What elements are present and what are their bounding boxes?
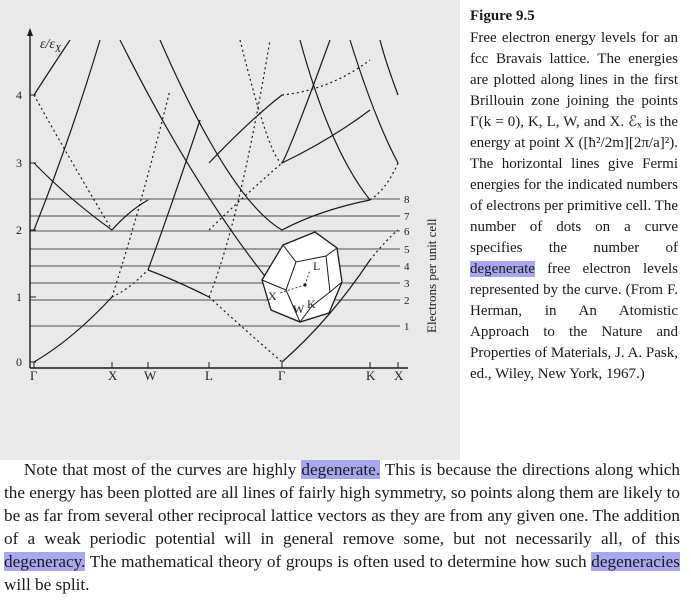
fermi-label: 6: [404, 226, 410, 238]
y-tick-labels: [16, 88, 36, 369]
band-curve: [34, 297, 112, 362]
right-axis-label: Electrons per unit cell: [424, 218, 439, 333]
fermi-label: 8: [404, 194, 410, 206]
y-axis-arrow: [27, 28, 33, 36]
x-tick-label: K: [366, 368, 376, 383]
band-curve: [240, 40, 282, 163]
band-curve: [112, 200, 148, 230]
bz-label-k: K: [307, 297, 316, 311]
band-curve: [209, 95, 282, 163]
band-curve: [34, 95, 112, 230]
x-tick-labels: [30, 362, 404, 383]
x-tick-label: X: [394, 368, 404, 383]
x-tick-label: X: [108, 368, 118, 383]
x-tick-label: W: [144, 368, 157, 383]
fermi-label: 4: [404, 261, 410, 273]
bz-label-l: L: [313, 259, 321, 273]
highlight-degenerate: degenerate.: [301, 460, 381, 479]
figure-caption: [470, 6, 678, 385]
bz-label-x: X: [268, 289, 277, 303]
band-curve: [282, 60, 370, 95]
fermi-label: 2: [404, 295, 410, 307]
brillouin-zone-sketch: [262, 232, 342, 322]
band-curve: [282, 40, 330, 163]
band-curve: [148, 270, 209, 297]
fermi-label: 3: [404, 278, 410, 290]
band-curve: [282, 200, 370, 230]
y-axis-label: $\varepsilon/\varepsilon_X$: [40, 37, 62, 55]
body-paragraph: Note that most of the curves are highly degenerate. This is because the directions along which the energy has been plotted are all lines of fairly high symmetry, so points along them are likely to be as far from several other reciprocal lattice vectors as they are from any given one. The addition of a weak periodic potential will in general remove some, but not necessarily all, of this degeneracy. The mathematical theory of groups is often used to determine how such degeneracies will be split.: [4, 460, 681, 594]
highlight-degeneracies: degeneracies: [591, 552, 680, 571]
y-tick-label: 4: [16, 88, 22, 102]
band-curve: [370, 230, 398, 260]
fermi-label: 1: [404, 321, 410, 333]
band-curve: [380, 40, 398, 95]
band-curve: [209, 40, 270, 297]
band-curve: [34, 40, 100, 230]
caption-highlight: degenerate: [470, 261, 535, 277]
band-curve: [148, 120, 200, 270]
y-tick-label: 3: [16, 156, 22, 170]
y-tick-label: 0: [16, 355, 22, 369]
x-tick-label: Γ: [30, 368, 38, 383]
band-curve: [300, 40, 370, 200]
band-curves: [34, 40, 398, 362]
y-tick-label: 2: [16, 223, 22, 237]
band-curve: [34, 163, 112, 230]
y-tick-label: 1: [16, 290, 22, 304]
band-curve: [370, 163, 398, 200]
bz-label-w: W: [293, 302, 305, 316]
caption-text: Free electron energy levels for an fcc Bravais lattice. The energies are plotted along lines in the first Brillouin zone joining the points Γ(k = 0), K, L, W, and X. ℰₓ is the energy at point X ([ħ²/2m][2π/a]²). The horizontal lines give Fermi energies for the indicated numbers of electrons per primitive cell. The number of dots on a curve specifies the number of degenerate free electron levels represented by the curve. (From F. Herman, in An Atomistic Approach to the Nature and Properties of Materials, J. A. Pask, ed., Wiley, New York, 1967.): [470, 30, 678, 382]
fermi-label: 5: [404, 244, 410, 256]
band-curve: [350, 40, 398, 163]
band-curve: [112, 270, 148, 297]
band-curve: [120, 40, 282, 297]
figure-label: Figure 9.5: [470, 8, 535, 24]
band-curve: [160, 40, 282, 230]
highlight-degeneracy: degeneracy.: [4, 552, 86, 571]
x-tick-label: Γ: [278, 368, 286, 383]
x-tick-label: L: [205, 368, 213, 383]
fermi-label: 7: [404, 211, 410, 223]
